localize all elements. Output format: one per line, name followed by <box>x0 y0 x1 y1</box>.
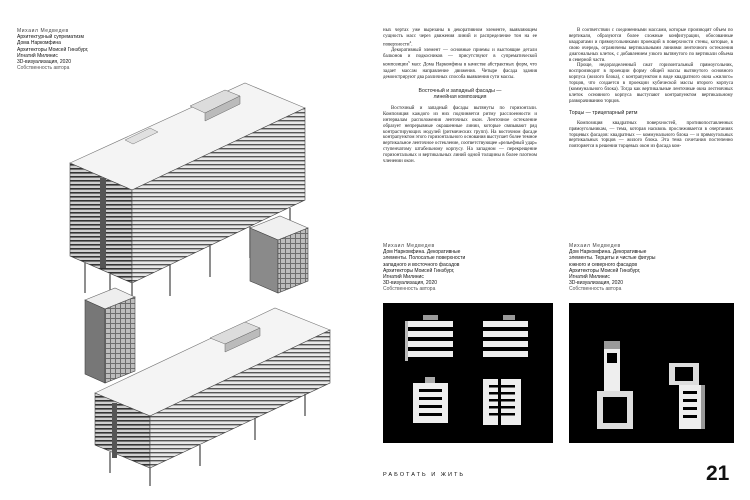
end-facades-drawing <box>569 303 734 443</box>
caption-line: элементы. Полосатые поверхности <box>383 255 466 262</box>
paragraph: ных чертах уже вырезаны в декоративном элементе, выявляющем сущность масс через движения линий и распределение тон на ее поверхности <box>383 28 537 48</box>
caption-line: Архитекторы Моисей Гинзбург, <box>17 46 89 53</box>
caption-line: Архитекторы Моисей Гинзбург, <box>383 267 455 274</box>
subheading-line: Восточный и западный фасады — <box>418 87 502 94</box>
figure-caption-end-facades <box>569 243 739 293</box>
caption-line: Игнатий Милинис <box>383 274 424 281</box>
caption-line: Архитекторы Моисей Гинзбург, <box>569 267 641 274</box>
footnote-ref: 4 <box>409 39 412 44</box>
end-facade-right <box>669 363 705 429</box>
caption-line: южного и северного фасадов <box>569 261 638 268</box>
axonometric-building-drawing <box>40 68 345 488</box>
caption-line: западного и восточного фасадов <box>383 261 460 268</box>
text-column-2 <box>569 28 733 150</box>
paragraph-end: масс Дома Наркомфина в качестве абстрактных форм, что задает массам направление движения. Четыре фасада здания демонстрируют два различных способа выявления сути массы. <box>383 62 537 80</box>
text-column-1 <box>383 28 537 165</box>
footnote-ref: 5 <box>408 60 410 65</box>
caption-line: элементы. Терцеты и чистые фигуры <box>569 255 656 262</box>
running-footer: РАБОТАТЬ И ЖИТЬ <box>383 472 466 478</box>
caption-credit: Собственность автора <box>383 286 436 293</box>
communal-block <box>250 216 308 293</box>
caption-line: Архитектурный супрематизм <box>17 34 84 41</box>
caption-line: 3D-визуализация, 2020 <box>569 280 624 287</box>
caption-line: Дом Наркомфина. Декоративные <box>569 249 647 256</box>
caption-author: Михаил Медведев <box>569 243 621 249</box>
caption-line: Игнатий Милинис <box>17 52 58 59</box>
facade-elevations-drawing <box>383 303 553 443</box>
elevation-top-right <box>483 315 528 357</box>
main-figure-caption <box>17 28 137 71</box>
paragraph: Декоративный элемент — основные приемы и выстоящие детали балконов и подкосников — присутствуют в супрематической композиции <box>383 48 537 68</box>
paragraph: Композиция квадратных поверхностей, противопоставленных прямоугольникам, — тема, которая насквозь прослеживается в очертаниях торцевых фасадов: квадратных — коммунального блока — и прямоугольных вертикальных торцов — жилого блока. Эта тема сочетания постепенно повторяется в решении торцевых окон из фасада ком- <box>569 120 733 150</box>
subheading-line: линейная композиция <box>433 93 487 100</box>
figure-caption-facades <box>383 243 553 293</box>
caption-credit: Собственность автора <box>17 65 70 72</box>
caption-line: Дома Наркомфина <box>17 40 61 47</box>
paragraph: Восточный и западный фасады вытянуты по горизонтали. Композиция каждого из них подчиняется ритму расслоенности и интервалам расположения ленточных окон. Ленточное остекление образует непрерывные окрашенные линии, которые связывают ряд контрастирующих модулей (ритмических групп). На восточном фасаде контрапунктом этого горизонтального основания выступает более темное вертикальное ленточное остекление, соответствующее «рельефный удар» ступенчатому штабельному корпусу. На западном — перекрещение горизонтальных и вертикальных линий одной толщины в более плотном членении окон. <box>383 105 537 165</box>
caption-author: Михаил Медведев <box>17 28 69 34</box>
caption-line: Дом Наркомфина. Декоративные <box>383 249 461 256</box>
section-subheading: Торцы — трицепарный ритм <box>569 109 638 116</box>
section-subheading <box>383 88 537 100</box>
caption-line: 3D-визуализация, 2020 <box>17 59 72 66</box>
paragraph-end: . <box>411 42 413 48</box>
stair-tower <box>85 288 135 383</box>
caption-author: Михаил Медведев <box>383 243 435 249</box>
caption-line: 3D-визуализация, 2020 <box>383 280 438 287</box>
caption-line: Игнатий Милинис <box>569 274 610 281</box>
page-number: 21 <box>706 462 730 485</box>
facade-elevations-plate <box>383 303 553 443</box>
paragraph: В соответствии с соединенными массами, которые производят объем по вертикали, образуются более сложные конфигурации, обосованные квадратами и прямоугольниками проекций в поверхности стены, которые, в свою очередь, ограничены вертикальными линиями ленточного остекления диагональных клеток, с добавлением узкого вытянутого по вертикали объема в северной части. <box>569 28 733 63</box>
caption-credit: Собственность автора <box>569 286 622 293</box>
elevation-bottom-right <box>483 379 521 425</box>
end-facades-plate <box>569 303 734 443</box>
paragraph: Проще, недоразделенный сжат горизонтальный прямоугольник, воспроизводит в проекции форму общей массы вытянутого основного корпуса (жилого блока), с контрапунктом в виде квадратного окна «жилого» торцов, что создается в проекции кубической массы второго корпуса (коммунального блока). Тогда как вертикальные ленточные окна лестничных клеток основного корпуса выступают контрапунктом вертикальному разворачиванию торцов. <box>569 63 733 104</box>
end-facade-left <box>597 341 633 429</box>
elevation-top-left <box>405 315 453 361</box>
elevation-bottom-left <box>413 377 448 423</box>
